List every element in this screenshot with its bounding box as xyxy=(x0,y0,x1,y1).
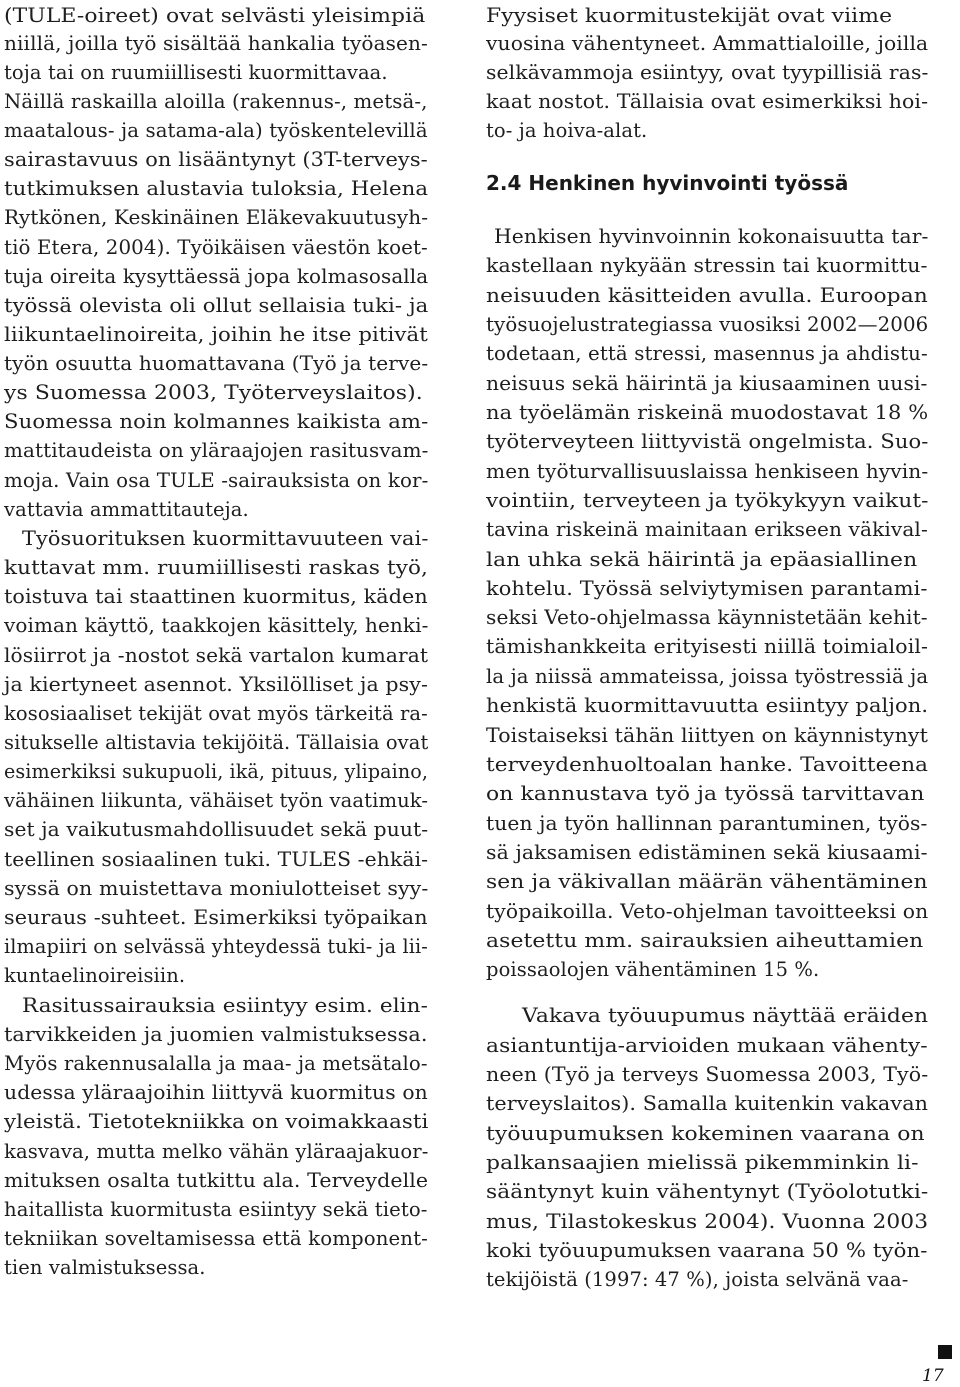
left-column-line: kasvava, mutta melko vähän yläraajakuor- xyxy=(4,1140,429,1163)
left-column-line: lösiirrot ja -nostot sekä vartalon kumarat xyxy=(4,644,429,667)
left-column-line: työssä olevista oli ollut sellaisia tuki- ja xyxy=(4,294,429,317)
right-column-line: on kannustava työ ja työssä tarvittavan xyxy=(486,782,925,805)
left-column-line: ys Suomessa 2003, Työterveyslaitos). xyxy=(4,381,423,404)
right-column-line: sääntynyt kuin vähentynyt (Työolotutki- xyxy=(486,1180,929,1203)
left-column-line: situkselle altistavia tekijöitä. Tällaisia ovat xyxy=(4,731,429,754)
left-column-line: sairastavuus on lisääntynyt (3T-terveys- xyxy=(4,148,428,171)
left-column-line: kuttavat mm. ruumiillisesti raskas työ, xyxy=(4,556,428,579)
left-column-line: tekniikan soveltamisessa että komponent- xyxy=(4,1227,428,1250)
left-column-line: liikuntaelinoireita, joihin he itse pitivät xyxy=(4,323,428,346)
section-heading: 2.4 Henkinen hyvinvointi työssä xyxy=(486,171,849,195)
right-column-line: työuupumuksen kokeminen vaarana on xyxy=(486,1122,925,1145)
right-column-line: terveydenhuoltoalan hanke. Tavoitteena xyxy=(486,753,929,776)
left-column-line: ilmapiiri on selvässä yhteydessä tuki- ja lii- xyxy=(4,935,428,958)
left-column-line: voiman käyttö, taakkojen käsittely, henki- xyxy=(4,614,429,637)
left-column-line: tuja oireita kysyttäessä jopa kolmasosalla xyxy=(4,265,429,288)
right-column-line: la ja niissä ammateissa, joissa työstressiä ja xyxy=(486,665,929,688)
right-column-line: työsuojelustrategiassa vuosiksi 2002—2006 xyxy=(486,313,929,336)
right-column-line: todetaan, että stressi, masennus ja ahdistu- xyxy=(486,342,928,365)
right-column-line: Vakava työuupumus näyttää eräiden xyxy=(522,1004,929,1027)
right-column-line: kohtelu. Työssä selviytymisen parantami- xyxy=(486,577,928,600)
left-column-line: moja. Vain osa TULE -sairauksista on kor- xyxy=(4,469,429,492)
left-column-line: kuntaelinoireisiin. xyxy=(4,964,186,987)
right-column-line: asetettu mm. sairauksien aiheuttamien xyxy=(486,929,924,952)
left-column-line: vähäinen liikunta, vähäiset työn vaatimuk- xyxy=(4,789,429,812)
right-column-line: neisuus sekä häirintä ja kiusaaminen uusi- xyxy=(486,372,928,395)
right-column-line: na työelämän riskeinä muodostavat 18 % xyxy=(486,401,929,424)
right-column-line: neen (Työ ja terveys Suomessa 2003, Työ- xyxy=(486,1063,929,1086)
right-column-intro-line: selkävammoja esiintyy, ovat tyypillisiä ras- xyxy=(486,61,929,84)
right-column-line: kastellaan nykyään stressin tai kuormittu- xyxy=(486,254,928,277)
right-column-intro-line: vuosina vähentyneet. Ammattialoille, joilla xyxy=(486,32,929,55)
left-column-line: Työsuorituksen kuormittavuuteen vai- xyxy=(22,527,429,550)
right-column-line: lan uhka sekä häirintä ja epäasiallinen xyxy=(486,548,918,571)
left-column-line: Rytkönen, Keskinäinen Eläkevakuutusyh- xyxy=(4,206,429,229)
page-number: 17 xyxy=(922,1366,944,1386)
right-column-line: tavina riskeinä mainitaan erikseen väkival- xyxy=(486,518,928,541)
left-column-line: teellinen sosiaalinen tuki. TULES -ehkäi- xyxy=(4,848,429,871)
left-column-line: haitallista kuormitusta esiintyy sekä tieto- xyxy=(4,1198,428,1221)
right-column-line: tämishankkeita erityisesti niillä toimialoil- xyxy=(486,635,929,658)
left-column-line: esimerkiksi sukupuoli, ikä, pituus, ylipaino, xyxy=(4,760,429,783)
left-column-line: tarvikkeiden ja juomien valmistuksessa. xyxy=(4,1023,428,1046)
right-column-line: sen ja väkivallan määrän vähentäminen xyxy=(486,870,928,893)
right-column-intro-line: kaat nostot. Tällaisia ovat esimerkiksi hoi- xyxy=(486,90,929,113)
left-column-line: toistuva tai staattinen kuormitus, käden xyxy=(4,585,428,608)
left-column-line: työn osuutta huomattavana (Työ ja terve- xyxy=(4,352,429,375)
left-column-line: tien valmistuksessa. xyxy=(4,1256,206,1279)
right-column-line: palkansaajien mielissä pikemminkin li- xyxy=(486,1151,919,1174)
right-column-line: tuen ja työn hallinnan parantuminen, työs- xyxy=(486,812,928,835)
right-column-intro-line: to- ja hoiva-alat. xyxy=(486,119,648,142)
right-column-line: seksi Veto-ohjelmassa käynnistetään kehit- xyxy=(486,606,928,629)
left-column-line: syssä on muistettava moniulotteiset syy- xyxy=(4,877,429,900)
left-column-line: mattitaudeista on yläraajojen rasitusvam- xyxy=(4,439,429,462)
right-column-line: koki työuupumuksen vaarana 50 % työn- xyxy=(486,1239,928,1262)
right-column-line: mus, Tilastokeskus 2004). Vuonna 2003 xyxy=(486,1210,929,1233)
right-column-line: asiantuntija-arvioiden mukaan vähenty- xyxy=(486,1034,928,1057)
left-column-line: kososiaaliset tekijät ovat myös tärkeitä ra- xyxy=(4,702,428,725)
right-column-line: men työturvallisuuslaissa henkiseen hyvin- xyxy=(486,460,929,483)
right-column-intro-line: Fyysiset kuormitustekijät ovat viime xyxy=(486,4,893,27)
right-column-line: sä jaksamisen edistäminen sekä kiusaami- xyxy=(486,841,928,864)
left-column-line: tiö Etera, 2004). Työikäisen väestön koet- xyxy=(4,236,428,259)
left-column-line: Rasitussairauksia esiintyy esim. elin- xyxy=(22,994,428,1017)
left-column-line: yleistä. Tietotekniikka on voimakkaasti xyxy=(4,1110,429,1133)
left-column-line: Näillä raskailla aloilla (rakennus-, metsä-, xyxy=(4,90,428,113)
left-column-line: udessa yläraajoihin liittyvä kuormitus on xyxy=(4,1081,428,1104)
left-column-line: toja tai on ruumiillisesti kuormittavaa. xyxy=(4,61,388,84)
right-column-line: henkistä kuormittavuutta esiintyy paljon. xyxy=(486,694,929,717)
left-column-line: Myös rakennusalalla ja maa- ja metsätalo- xyxy=(4,1052,428,1075)
left-column-line: Suomessa noin kolmannes kaikista am- xyxy=(4,410,429,433)
left-column-line: mituksen osalta tutkittu ala. Terveydelle xyxy=(4,1169,429,1192)
left-column-line: maatalous- ja satama-ala) työskentelevillä xyxy=(4,119,428,142)
left-column-line: seuraus -suhteet. Esimerkiksi työpaikan xyxy=(4,906,428,929)
right-column-line: neisuuden käsitteiden avulla. Euroopan xyxy=(486,284,928,307)
right-column-line: terveyslaitos). Samalla kuitenkin vakavan xyxy=(486,1092,929,1115)
right-column-line: tekijöistä (1997: 47 %), joista selvänä vaa- xyxy=(486,1268,909,1291)
left-column-line: vattavia ammattitauteja. xyxy=(4,498,249,521)
right-column-line: työterveyteen liittyvistä ongelmista. Suo- xyxy=(486,430,929,453)
corner-marker-square xyxy=(938,1345,952,1359)
left-column-line: tutkimuksen alustavia tuloksia, Helena xyxy=(4,177,429,200)
right-column-line: vointiin, terveyteen ja työkykyyn vaikut- xyxy=(486,489,929,512)
left-column-line: niillä, joilla työ sisältää hankalia työasen- xyxy=(4,32,428,55)
left-column-line: set ja vaikutusmahdollisuudet sekä puut- xyxy=(4,818,429,841)
right-column-line: Henkisen hyvinvoinnin kokonaisuutta tar- xyxy=(494,225,929,248)
right-column-line: työpaikoilla. Veto-ohjelman tavoitteeksi on xyxy=(486,900,929,923)
right-column-line: poissaolojen vähentäminen 15 %. xyxy=(486,958,820,981)
left-column-line: ja kiertyneet asennot. Yksilölliset ja psy- xyxy=(4,673,429,696)
right-column-line: Toistaiseksi tähän liittyen on käynnistynyt xyxy=(486,724,928,747)
left-column-line: (TULE-oireet) ovat selvästi yleisimpiä xyxy=(4,4,426,27)
